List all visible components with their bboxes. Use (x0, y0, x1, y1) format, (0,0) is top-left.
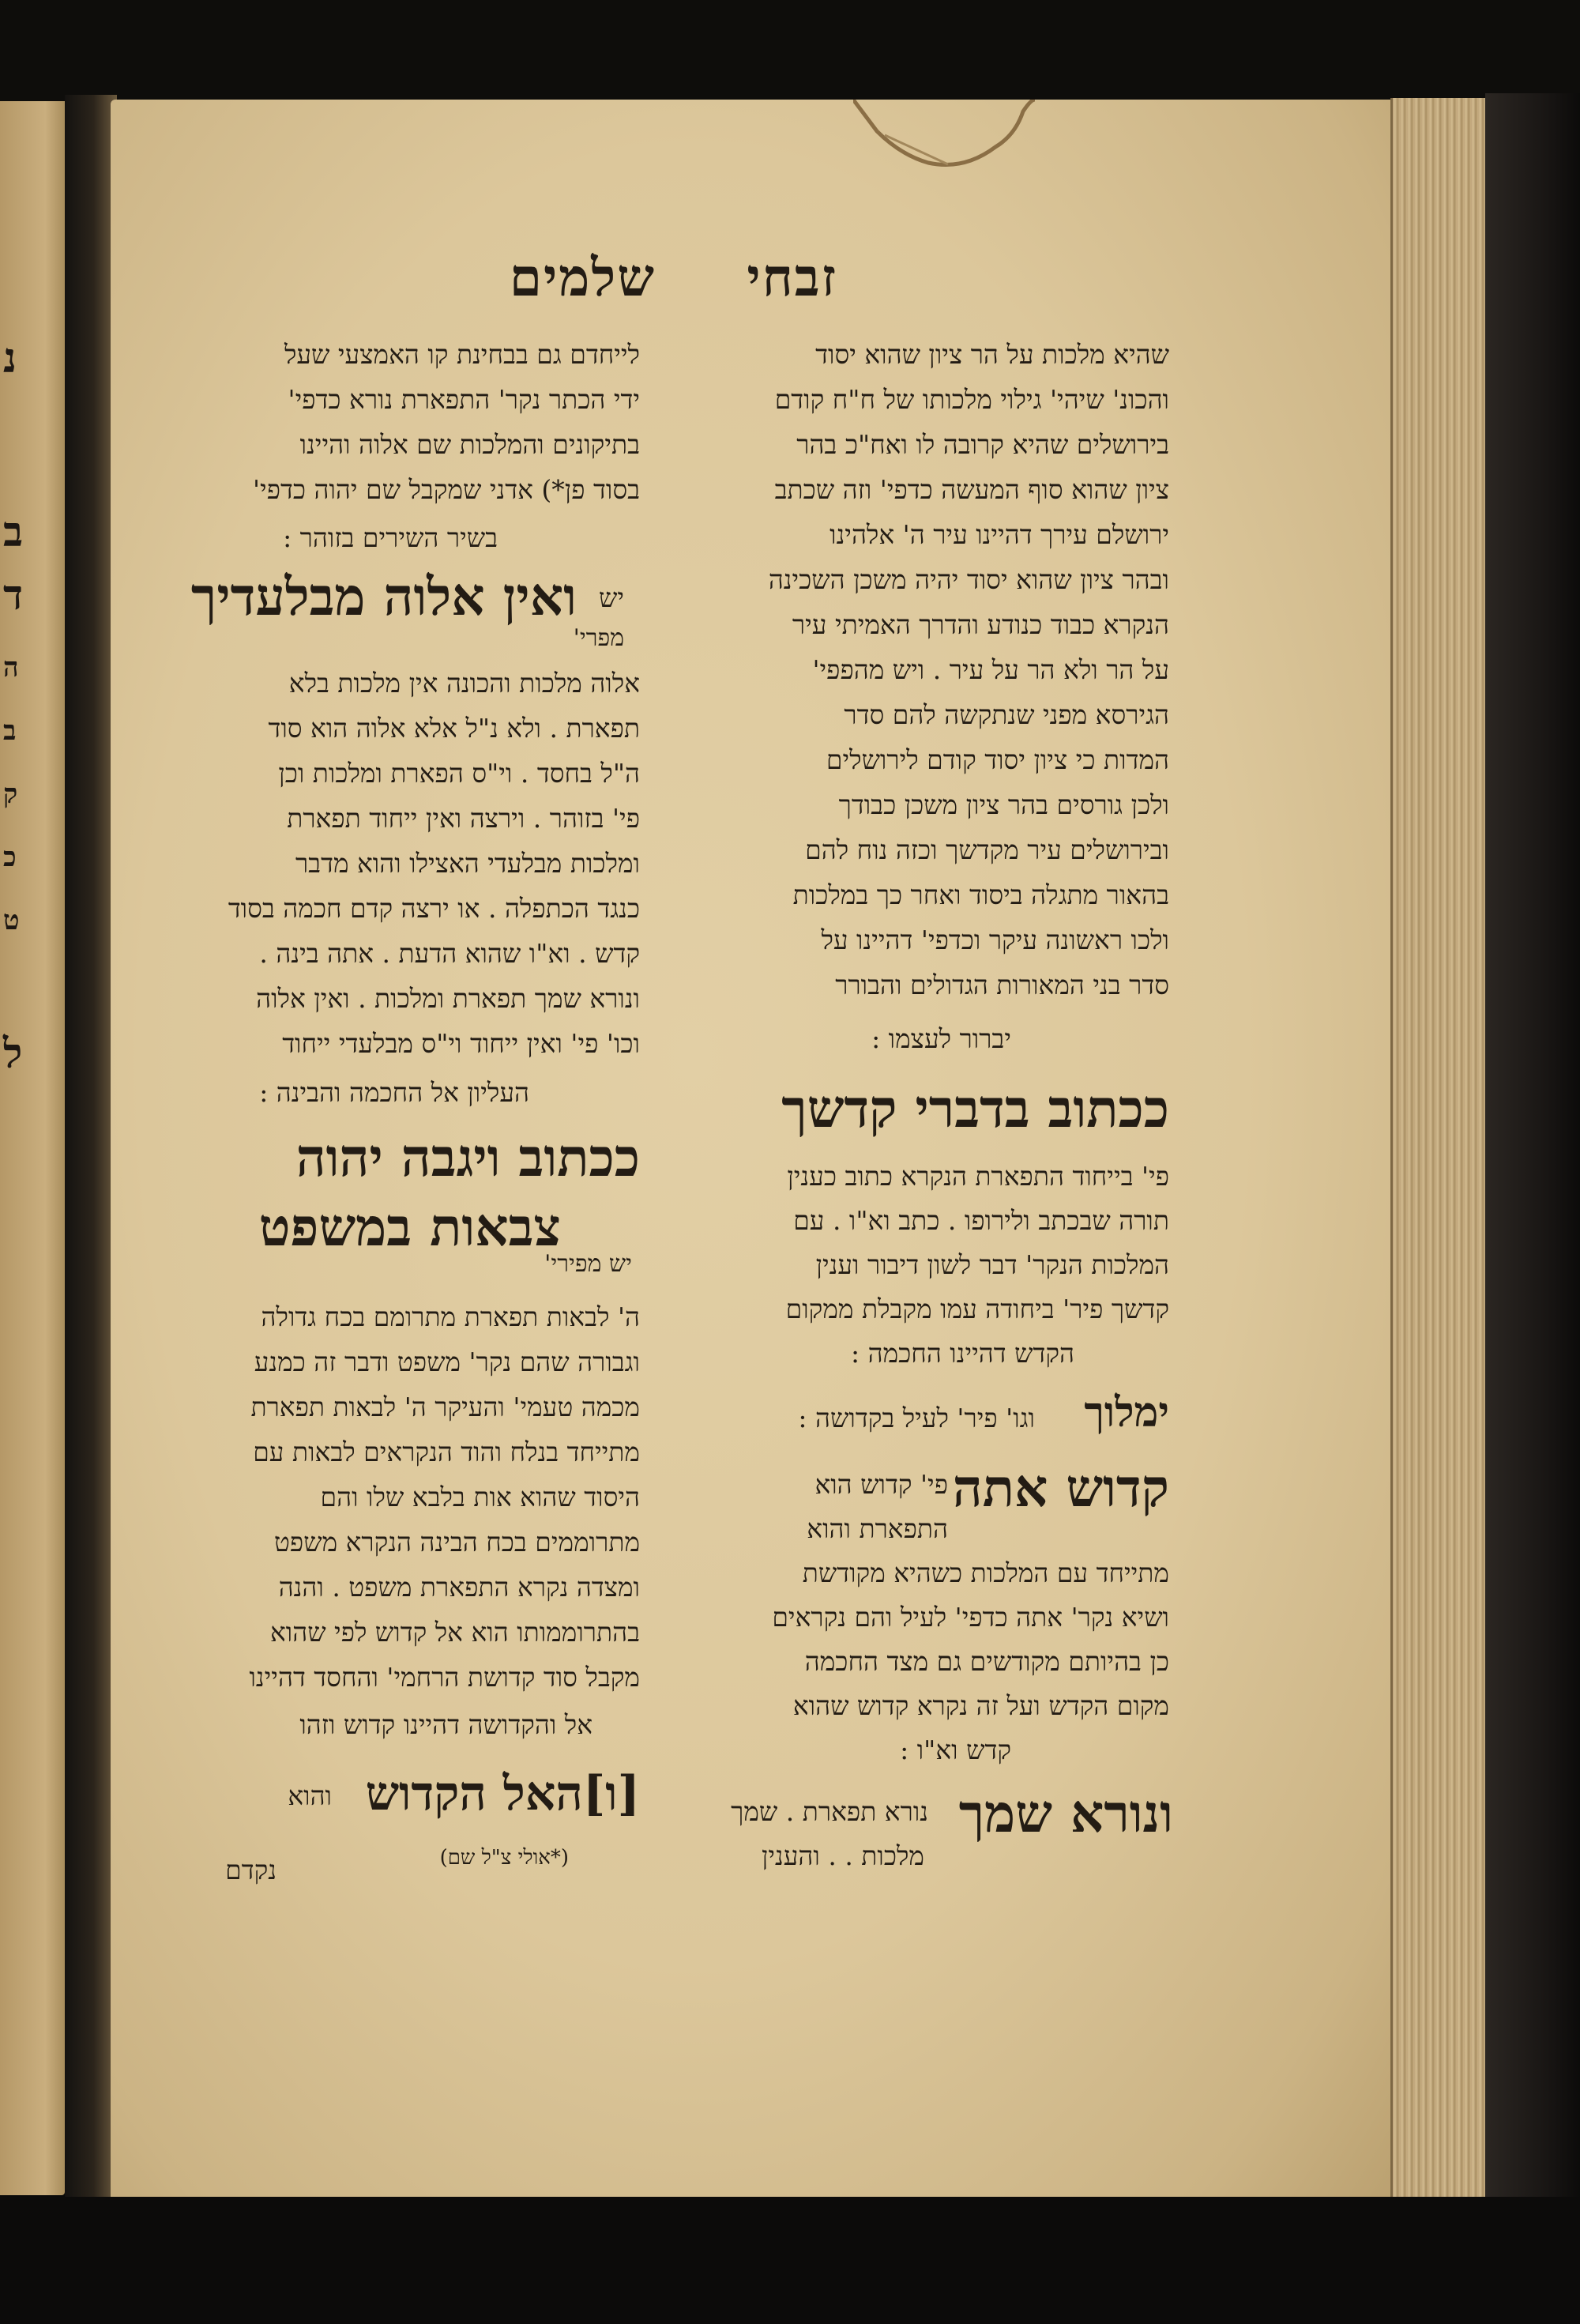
text-line: פי' בייחוד התפארת הנקרא כתוב כענין (787, 1161, 1169, 1192)
text-line: התפארת והוא (807, 1513, 948, 1544)
text-line-end: בשיר השירים בזוהר : (283, 522, 498, 553)
text-line: מכמה טעמי' והעיקר ה' לבאות תפארת (250, 1392, 640, 1422)
text-line: מתייחד עם המלכות כשהיא מקודשת (802, 1557, 1169, 1588)
text-line: כן בהיותם מקודשים גם מצד החכמה (804, 1646, 1169, 1677)
text-line: על הר ולא הר על עיר . ויש מהפפי' (812, 654, 1169, 685)
text-line: ולכו ראשונה עיקר וכדפי' דהיינו על (821, 925, 1169, 955)
text-line: קדש . וא"ו שהוא הדעת . אתה בינה . (259, 938, 640, 969)
text-line: הגירסא מפני שנתקשה להם סדר (844, 699, 1169, 730)
text-line: קדשך פיר' ביחודה עמו מקבלת ממקום (785, 1294, 1169, 1324)
text-line: לייחדם גם בבחינת קו האמצעי שעל (284, 339, 640, 370)
text-line: היסוד שהוא אות בלבא שלו והם (320, 1482, 640, 1512)
text-line-end: העליון אל החכמה והבינה : (259, 1077, 529, 1108)
text-line: פי' בזוהר . וירצה ואין ייחוד תפארת (287, 803, 640, 834)
book-gutter (65, 95, 117, 2197)
heading-note: יש מפירי' (544, 1250, 632, 1278)
text-line: והכונ' שיהי' גילוי מלכותו של ח"ח קודם (774, 384, 1169, 415)
text-line-end: הקדש דהיינו החכמה : (851, 1338, 1074, 1369)
text-line: בהתרוממותו הוא אל קדוש לפי שהוא (269, 1617, 640, 1648)
text-line: בירושלים שהיא קרובה לו ואח"כ בהר (796, 429, 1169, 460)
text-line: וכו' פי' ואין ייחוד וי"ס מבלעדי ייחוד (282, 1028, 640, 1059)
text-line: בסוד פן*) אדני שמקבל שם יהוה כדפי' (252, 474, 640, 505)
text-line: ובירושלים עיר מקדשך וכזה נוח להם (805, 834, 1169, 865)
text-line: ובהר ציון שהוא יסוד יהיה משכן השכינה (768, 564, 1169, 595)
section-heading: [ו]האל הקדוש (365, 1766, 640, 1821)
text-line: מקום הקדש ועל זה נקרא קדוש שהוא (792, 1690, 1169, 1721)
book-cover (1485, 93, 1580, 2258)
dark-background-bottom (0, 2197, 1580, 2324)
text-line: כנגד הכתפלה . או ירצה קדם חכמה בסוד (228, 893, 640, 924)
running-head-left: שלמים (509, 247, 656, 308)
running-head-right: זבחי (747, 247, 837, 308)
left-page-fragment: ב (3, 715, 17, 747)
text-line: נורא תפארת . שמך (731, 1796, 928, 1827)
text-line: תורה שבכתב ולירופו . כתב וא"ו . עם (793, 1205, 1169, 1236)
text-line: בתיקונים והמלכות שם אלוה והיינו (299, 429, 640, 460)
left-page-fragment: ב (3, 508, 24, 556)
text-line: ומצדה נקרא התפארת משפט . והנה (278, 1572, 640, 1603)
text-line: מתייחד בנלח והוד הנקראים לבאות עם (253, 1437, 640, 1467)
text-line: בהאור מתגלה ביסוד ואחר כך במלכות (792, 880, 1169, 910)
left-page-edge (0, 101, 65, 2195)
text-line: ידי הכתר נקר' התפארת נורא כדפי' (288, 384, 640, 415)
text-line-end: יברור לעצמו : (871, 1023, 1011, 1054)
text-line: מלכות . . והענין (761, 1840, 924, 1871)
text-line: שהיא מלכות על הר ציון שהוא יסוד (815, 339, 1169, 370)
left-page-fragment: נ (3, 334, 17, 382)
text-line: מתרוממים בכח הבינה הנקרא משפט (273, 1527, 640, 1557)
left-page-fragment: כ (3, 842, 17, 873)
left-page-fragment: ה (3, 652, 19, 684)
text-line: סדר בני המאורות הגדולים והבורר (835, 970, 1169, 1000)
paper-tear-mark (853, 100, 1035, 186)
text-line: וגבורה שהם נקר' משפט ודבר זה כמנע (254, 1347, 640, 1377)
left-page-fragment: ל (3, 1030, 23, 1078)
heading-note: מפרי' (573, 624, 624, 652)
text-line: המלכות הנקר' דבר לשון דיבור וענין (815, 1249, 1169, 1280)
section-heading: צבאות במשפט (258, 1196, 561, 1258)
left-page-fragment: ד (3, 571, 24, 620)
text-line: ולכן גורסים בהר ציון משכן כבודך (838, 789, 1169, 820)
text-line: ציון שהוא סוף המעשה כדפי' וזה שכתב (774, 474, 1169, 505)
text-line: תפארת . ולא נ"ל אלא אלוה הוא סוד (268, 713, 640, 744)
text-line: וגו' פיר' לעיל בקדושה : (798, 1403, 1035, 1433)
catchword: נקדם (225, 1855, 276, 1885)
text-line: פי' קדוש הוא (814, 1469, 948, 1500)
text-line: ושיא נקר' אתה כדפי' לעיל והם נקראים (772, 1602, 1169, 1633)
text-line: ונורא שמך תפארת ומלכות . ואין אלוה (256, 983, 640, 1014)
text-line: הנקרא כבוד כנודע והדרך האמיתי עיר (792, 609, 1169, 640)
text-line: ה' לבאות תפארת מתרומם בכח גדולה (261, 1301, 640, 1332)
section-heading: קדוש אתה (952, 1457, 1169, 1519)
heading-note: יש (598, 582, 624, 613)
left-page-fragment: ק (3, 778, 18, 810)
text-line-end: קדש וא"ו : (900, 1735, 1011, 1765)
text-line: ה"ל בחסד . וי"ס הפארת ומלכות וכן (278, 758, 640, 789)
section-heading: ככתוב בדברי קדשך (781, 1078, 1169, 1139)
text-line: ומלכות מבלעדי האצילו והוא מדבר (295, 848, 640, 879)
left-page-fragment: ט (3, 905, 20, 936)
footnote: (*אולי צ"ל שם) (439, 1846, 569, 1870)
section-heading: ימלוך (1084, 1388, 1169, 1437)
section-heading: ככתוב ויגבה יהוה (295, 1127, 640, 1188)
text-line: והוא (288, 1780, 332, 1811)
text-line: אלוה מלכות והכונה אין מלכות בלא (288, 668, 640, 699)
text-line: מקבל סוד קדושת הרחמי' והחסד דהיינו (249, 1662, 640, 1693)
section-heading: ונורא שמך (958, 1783, 1173, 1844)
text-line: המדות כי ציון יסוד קודם לירושלים (826, 744, 1169, 775)
text-line: ירושלם עירך דהיינו עיר ה' אלהינו (830, 519, 1169, 550)
text-line-end: אל והקדושה דהיינו קדוש וזהו (299, 1709, 592, 1740)
section-heading: ואין אלוה מבלעדיך (190, 566, 577, 627)
